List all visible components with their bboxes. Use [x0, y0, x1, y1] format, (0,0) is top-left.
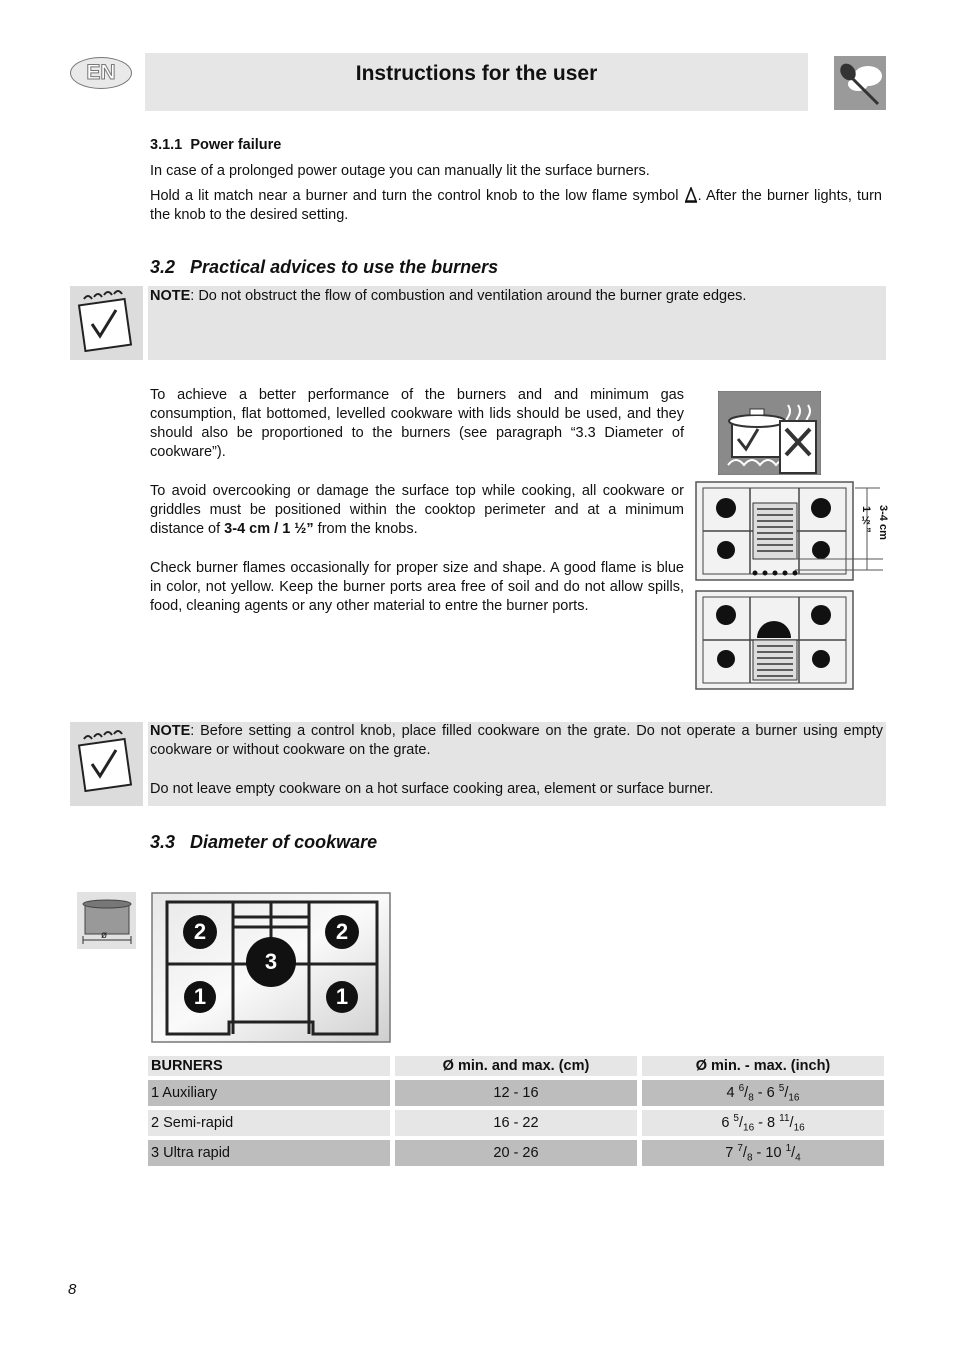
page-number: 8: [68, 1281, 77, 1298]
burner-name: 3 Ultra rapid: [148, 1140, 390, 1166]
language-badge: EN: [70, 57, 132, 89]
table-row: [148, 1080, 884, 1106]
pot-lid-figure: [718, 391, 821, 475]
burner-marker-1-left: 1: [184, 981, 216, 1013]
para2-end: from the knobs.: [313, 521, 418, 537]
cookware-paragraph-2: [150, 482, 684, 539]
power-failure-p2-end: . After the burner lights, turn the knob to the desired setting.: [150, 188, 882, 223]
note-box-2: [148, 722, 886, 806]
note-icon-box: [70, 286, 143, 360]
note-1-text: [150, 287, 884, 306]
section-title: Practical advices to use the burners: [190, 257, 499, 277]
section-number: 3.2: [150, 257, 176, 277]
note-2-text: [150, 722, 883, 760]
note-label: NOTE: [150, 288, 191, 304]
cookware-paragraph-1: To achieve a better performance of the burners and and minimum gas consumption, flat bottomed, levelled cookware with lids should be used, and they should also be proportioned to the burners (see paragraph “3.3 Diameter of cookware”).: [150, 387, 684, 460]
burner-diameter-table: [143, 1052, 889, 1170]
table-header-cm: Ø min. and max. (cm): [395, 1056, 637, 1076]
section-heading-3-3: [150, 832, 377, 853]
power-failure-p1: In case of a prolonged power outage you can manually lit the surface burners.: [150, 163, 650, 179]
table-header-row: [148, 1056, 884, 1076]
section-heading-3-2: [150, 257, 498, 278]
burner-cm: 12 - 16: [395, 1080, 637, 1106]
burner-inch: 7 $^7/_8 - 10$ $^1/_4$: [642, 1140, 884, 1166]
burner-name: 1 Auxiliary: [148, 1080, 390, 1106]
distance-cm-label: 3-4 cm: [877, 505, 889, 540]
burner-inch: 4 $^6/_8 - 6$ $^5/_{16}$: [642, 1080, 884, 1106]
low-flame-icon: [684, 187, 698, 203]
burner-inch: 6 $^5/_{16} - 8$ $^{11}/_{16}$: [642, 1110, 884, 1136]
burner-name: 2 Semi-rapid: [148, 1110, 390, 1136]
burner-cm: 20 - 26: [395, 1140, 637, 1166]
table-header-burners: BURNERS: [148, 1056, 390, 1076]
note-icon-box-2: [70, 722, 143, 806]
burner-cm: 16 - 22: [395, 1110, 637, 1136]
section-title: Diameter of cookware: [190, 832, 378, 852]
table-row: [148, 1110, 884, 1136]
subheading-number: 3.1.1: [150, 137, 183, 153]
burner-marker-1-right: 1: [326, 981, 358, 1013]
note-label: NOTE: [150, 723, 191, 739]
power-failure-p2: [150, 187, 882, 225]
burner-table-wrap: [143, 1052, 889, 1170]
table-row: [148, 1140, 884, 1166]
page-title: Instructions for the user: [355, 62, 598, 85]
chef-spoon-icon: [834, 56, 886, 110]
diameter-symbol: ø: [101, 930, 108, 941]
para2-start: To avoid overcooking or damage the surface top while cooking, all cookware or griddles must be positioned within the cooktop perimeter and at a minimum distance of: [150, 483, 684, 537]
cooktop-griddle-figure: [695, 590, 854, 690]
burner-marker-2-left: 2: [183, 915, 217, 949]
para2-bold: 3-4 cm / 1 ½”: [224, 521, 314, 537]
cookware-paragraph-3: Check burner flames occasionally for proper size and shape. A good flame is blue in color, not yellow. Keep the burner ports area free of soil and do not allow spills, food, cleaning agents or any other material to entre the burner ports.: [150, 560, 684, 614]
subheading-text: Power failure: [190, 137, 282, 153]
burner-marker-2-right: 2: [325, 915, 359, 949]
pot-diameter-icon: [77, 892, 136, 949]
notepad-check-icon: [70, 722, 143, 806]
note-body: : Before setting a control knob, place filled cookware on the grate. Do not operate a burner using empty cookware or without cookware on the grate.: [150, 723, 883, 758]
note-2-paragraph-2: Do not leave empty cookware on a hot surface cooking area, element or surface burner.: [150, 781, 714, 797]
subheading-power-failure: [150, 137, 281, 153]
table-header-inch: Ø min. - max. (inch): [642, 1056, 884, 1076]
notepad-check-icon: [70, 286, 143, 360]
note-box-1: [148, 286, 886, 360]
section-number: 3.3: [150, 832, 176, 852]
distance-inch-label: 1 ½”: [860, 506, 872, 533]
power-failure-p2-start: Hold a lit match near a burner and turn the control knob to the low flame symbol: [150, 188, 679, 204]
burner-marker-3-center: 3: [246, 937, 296, 987]
note-body: : Do not obstruct the flow of combustion and ventilation around the burner grate edges.: [190, 288, 747, 304]
cooktop-distance-figure: [695, 481, 885, 581]
